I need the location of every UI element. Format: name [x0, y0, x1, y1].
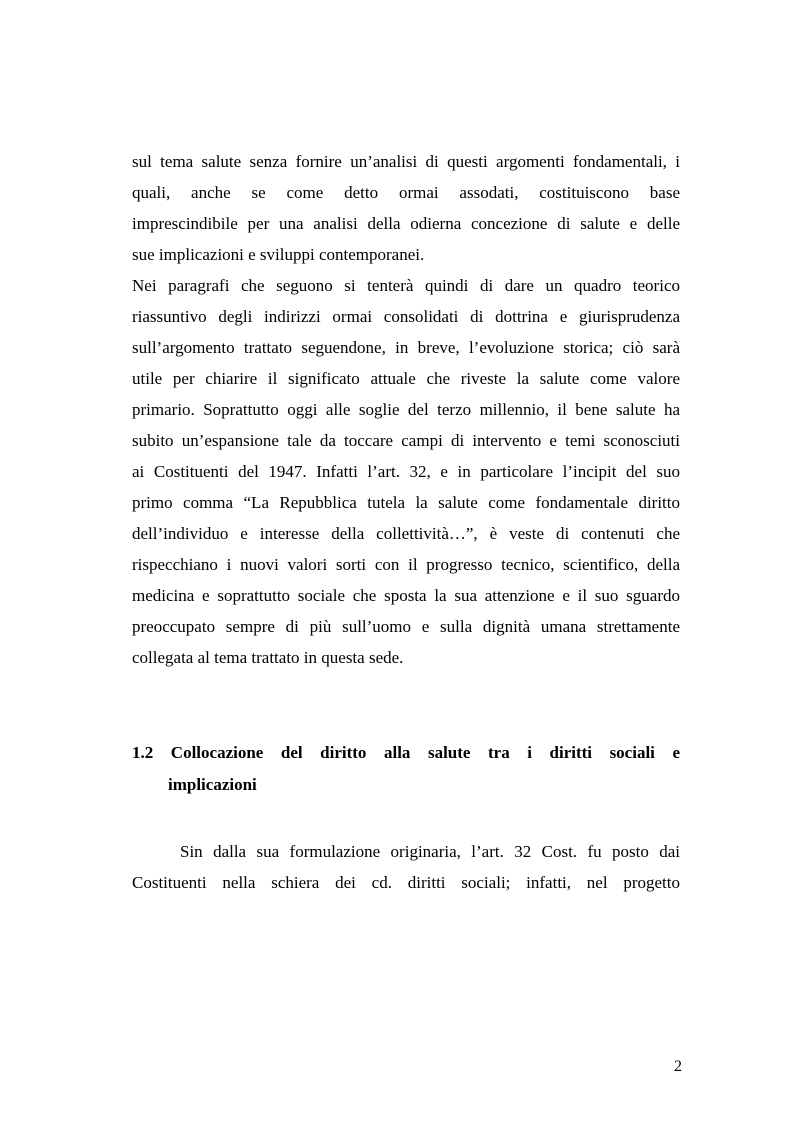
text-line: quali, anche se come detto ormai assodati, costituiscono base — [132, 183, 680, 202]
text-line: dell’individuo e interesse della collettività…”, è veste di contenuti che — [132, 524, 680, 543]
text-line: sul tema salute senza fornire un’analisi di questi argomenti fondamentali, i — [132, 152, 680, 171]
text-line: riassuntivo degli indirizzi ormai consolidati di dottrina e giurisprudenza — [132, 307, 680, 326]
section-heading-line-1: 1.2 Collocazione del diritto alla salute tra i diritti sociali e — [132, 743, 680, 762]
text-line: imprescindibile per una analisi della odierna concezione di salute e delle — [132, 214, 680, 233]
text-line: collegata al tema trattato in questa sede. — [132, 648, 404, 667]
paragraph-intro-continuation — [132, 146, 680, 270]
text-line: primo comma “La Repubblica tutela la salute come fondamentale diritto — [132, 493, 680, 512]
text-line: rispecchiano i nuovi valori sorti con il progresso tecnico, scientifico, della — [132, 555, 680, 574]
text-line: ai Costituenti del 1947. Infatti l’art. 32, e in particolare l’incipit del suo — [132, 462, 680, 481]
section-heading-line-2: implicazioni — [168, 775, 257, 794]
paragraph-section-body — [132, 836, 680, 898]
text-line: utile per chiarire il significato attuale che riveste la salute come valore — [132, 369, 680, 388]
text-line: subito un’espansione tale da toccare campi di intervento e temi sconosciuti — [132, 431, 680, 450]
text-line: sull’argomento trattato seguendone, in breve, l’evoluzione storica; ciò sarà — [132, 338, 680, 357]
text-line: Sin dalla sua formulazione originaria, l’art. 32 Cost. fu posto dai — [180, 842, 680, 861]
text-line: preoccupato sempre di più sull’uomo e sulla dignità umana strettamente — [132, 617, 680, 636]
paragraph-overview — [132, 270, 680, 673]
text-line: sue implicazioni e sviluppi contemporanei. — [132, 245, 425, 264]
text-line: Nei paragrafi che seguono si tenterà quindi di dare un quadro teorico — [132, 276, 680, 295]
text-line: medicina e soprattutto sociale che sposta la sua attenzione e il suo sguardo — [132, 586, 680, 605]
text-line: primario. Soprattutto oggi alle soglie del terzo millennio, il bene salute ha — [132, 400, 680, 419]
text-line: Costituenti nella schiera dei cd. diritti sociali; infatti, nel progetto — [132, 873, 680, 892]
page-number: 2 — [674, 1058, 682, 1075]
